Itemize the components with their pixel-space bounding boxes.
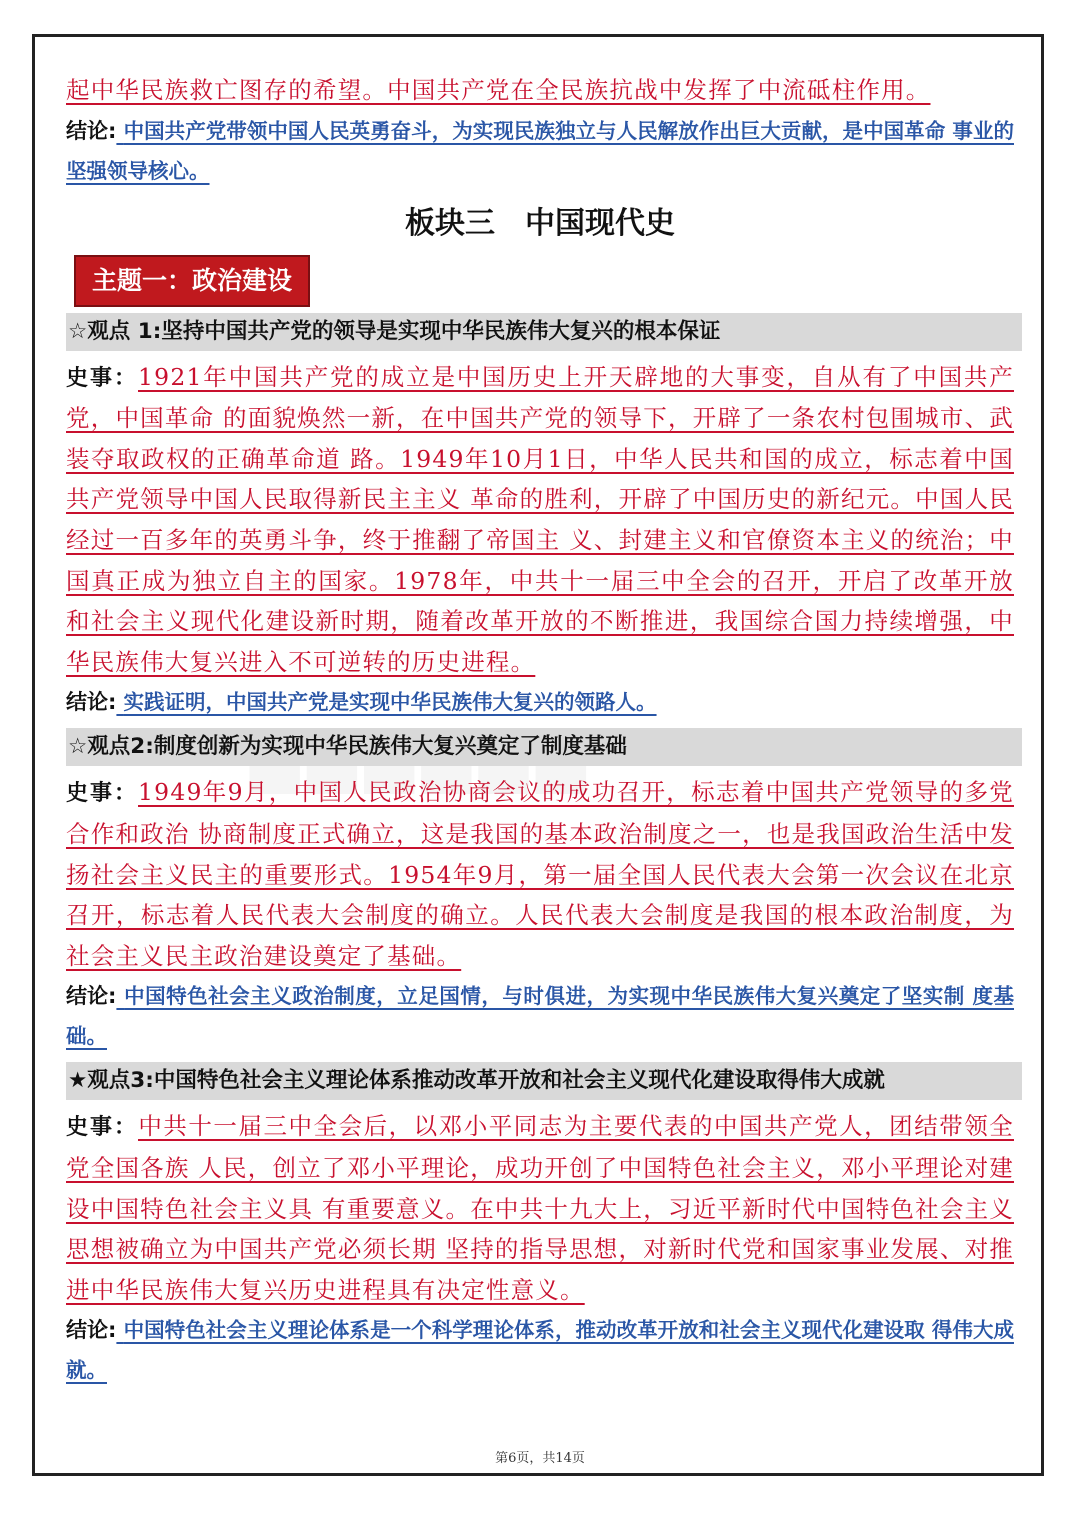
history-paragraph-2 [66, 772, 1014, 976]
history-text-3: 中共十一届三中全会后，以邓小平同志为主要代表的中国共产党人，团结带领全党全国各族 人民，创立了邓小平理论，成功开创了中国特色社会主义，邓小平理论对建设中国特色社会主义具 有重要意义。在中共十九大上，习近平新时代中国特色社会主义思想被确立为中国共产党必须长期 坚持的指导思想，对新时代党和国家事业发展、对推进中华民族伟大复兴历史进程具有决定性意义。 [66, 1112, 1014, 1304]
page-content [66, 70, 1014, 1390]
view-heading-2: ☆观点2:制度创新为实现中华民族伟大复兴奠定了制度基础 [66, 728, 1022, 766]
section-title: 板块三 中国现代史 [405, 205, 675, 241]
conclusion-paragraph-3 [66, 1310, 1014, 1390]
intro-conclusion-text: 中国共产党带领中国人民英勇奋斗，为实现民族独立与人民解放作出巨大贡献，是中国革命 事业的坚强领导核心。 [66, 118, 1014, 183]
page-footer: 第6页，共14页 [495, 1451, 585, 1466]
topic-wrapper [66, 255, 1014, 307]
view-heading-3: ★观点3:中国特色社会主义理论体系推动改革开放和社会主义现代化建设取得伟大成就 [66, 1062, 1022, 1100]
history-paragraph-1 [66, 357, 1014, 683]
conclusion-text-1: 实践证明，中国共产党是实现中华民族伟大复兴的领路人。 [123, 690, 657, 715]
intro-red-line: 起中华民族救亡图存的希望。中国共产党在全民族抗战中发挥了中流砥柱作用。 [66, 76, 931, 104]
conclusion-label: 结论: [66, 984, 117, 1009]
conclusion-paragraph-1 [66, 682, 1014, 722]
conclusion-label: 结论: [66, 118, 117, 143]
conclusion-text-3: 中国特色社会主义理论体系是一个科学理论体系，推动改革开放和社会主义现代化建设取 得伟大成就。 [66, 1318, 1014, 1383]
view-heading-1: ☆观点 1:坚持中国共产党的领导是实现中华民族伟大复兴的根本保证 [66, 313, 1022, 351]
topic-label: 主题一：政治建设 [74, 255, 310, 307]
conclusion-label: 结论: [66, 690, 117, 715]
conclusion-paragraph-2 [66, 976, 1014, 1056]
conclusion-text-2: 中国特色社会主义政治制度，立足国情，与时俱进，为实现中华民族伟大复兴奠定了坚实制 度基础。 [66, 984, 1014, 1049]
history-label: 史事： [66, 1114, 139, 1141]
history-label: 史事： [66, 364, 139, 391]
history-paragraph-3 [66, 1106, 1014, 1310]
history-label: 史事： [66, 780, 139, 807]
history-text-1: 1921年中国共产党的成立是中国历史上开天辟地的大事变，自从有了中国共产党，中国革命 的面貌焕然一新，在中国共产党的领导下，开辟了一条农村包围城市、武装夺取政权的正确革命道 路。1949年10月1日，中华人民共和国的成立，标志着中国共产党领导中国人民取得新民主主义 革命的胜利，开辟了中国历史的新纪元。中国人民经过一百多年的英勇斗争，终于推翻了帝国主 义、封建主义和官僚资本主义的统治；中国真正成为独立自主的国家。1978年，中共十一届三中全会的召开，开启了改革开放和社会主义现代化建设新时期，随着改革开放的不断推进，我国综合国力持续增强，中华民族伟大复兴进入不可逆转的历史进程。 [66, 362, 1014, 676]
conclusion-label: 结论: [66, 1318, 117, 1343]
history-text-2: 1949年9月，中国人民政治协商会议的成功召开，标志着中国共产党领导的多党合作和政治 协商制度正式确立，这是我国的基本政治制度之一，也是我国政治生活中发扬社会主义民主的重要形式。1954年9月，第一届全国人民代表大会第一次会议在北京召开，标志着人民代表大会制度的确立。人民代表大会制度是我国的根本政治制度，为社会主义民主政治建设奠定了基础。 [66, 778, 1014, 970]
intro-conclusion [66, 111, 1014, 191]
